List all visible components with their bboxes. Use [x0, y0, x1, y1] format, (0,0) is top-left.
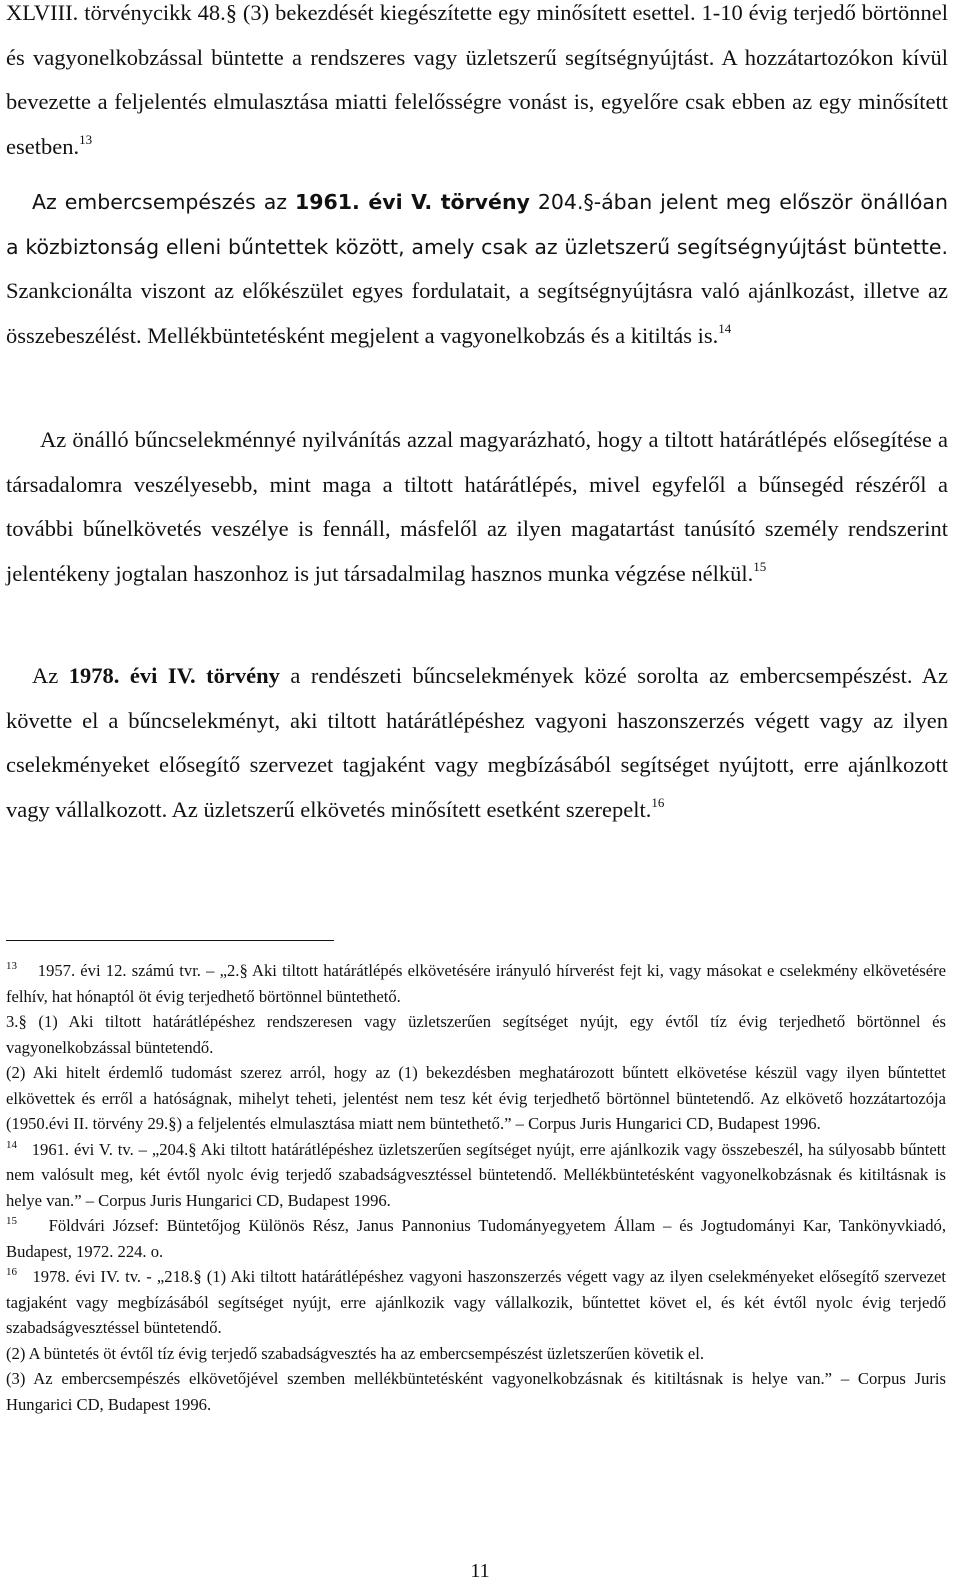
paragraph-3 — [6, 418, 948, 596]
footnote-13-para-3 — [6, 1060, 946, 1137]
footnote-16-number: 16 — [6, 1266, 17, 1278]
footnote-16 — [6, 1264, 946, 1341]
paragraph-2-text-b: Szankcionálta viszont az előkészület egyes fordulatait, a segítségnyújtásra való ajánlkozást, illetve az összebeszélést. Mellékbüntetésként megjelent a vagyonelkobzás és a kitiltás is. — [6, 278, 948, 348]
footnote-15-text: Földvári József: Büntetőjog Különös Rész, Janus Pannonius Tudományegyetem Állam – és Jogtudományi Kar, Tankönyvkiadó, Budapest, 1972. 224. o. — [6, 1216, 947, 1261]
paragraph-4-text: a rendészeti bűncselekmények közé sorolta az embercsempészést. Az követte el a bűncselekményt, aki tiltott határátlépéshez vagyoni haszonszerzés végett vagy az ilyen cselekményeket elősegítő szervezet tagjaként vagy megbízásából segítséget nyújtott, erre ajánlkozott vagy vállalkozott. Az üzletszerű elkövetés minősített esetként szerepelt. — [6, 663, 948, 822]
paragraph-4-start: Az — [32, 663, 69, 688]
paragraph-4 — [6, 654, 948, 832]
footnote-16-line-1: 1978. évi IV. tv. - „218.§ (1) Aki tiltott határátlépéshez vagyoni haszonszerzés végett vagy az ilyen cselekményeket elősegítő szervezet tagjaként vagy megbízásából segítséget nyújt, erre ajánlkozik vagy vállalkozik, bűntettet követ el, és két évtől nyolc évig terjedő szabadságvesztéssel büntetendő. — [6, 1267, 946, 1337]
footnote-ref-16[interactable]: 16 — [651, 794, 665, 810]
footnote-ref-15[interactable]: 15 — [753, 558, 767, 574]
footnotes — [6, 958, 946, 1417]
paragraph-2-start: Az embercsempészés az — [32, 190, 295, 214]
footnote-13-line-1: 1957. évi 12. számú tvr. – „2.§ Aki tiltott határátlépés elkövetésére irányuló hírverést fejt ki, vagy másokat e cselekmény elkövetésére felhív, hat hónaptól öt évig terjedhető börtönnel büntethető. — [6, 961, 947, 1006]
footnote-16-para-2 — [6, 1341, 946, 1367]
footnote-15-number: 15 — [6, 1215, 17, 1227]
paragraph-4-law-reference: 1978. évi IV. törvény — [68, 663, 280, 688]
paragraph-1-text: XLVIII. törvénycikk 48.§ (3) bekezdését kiegészítette egy minősített esettel. 1-10 évig terjedő börtönnel és vagyonelkobzással büntette a rendszeres vagy üzletszerű segítségnyújtást. A hozzátartozókon kívül bevezette a feljelentés elmulasztása miatti felelősségre vonást is, egyelőre csak ebben az egy minősített esetben. — [6, 0, 948, 159]
footnote-14-number: 14 — [6, 1138, 17, 1151]
footnote-separator — [6, 940, 334, 941]
footnote-13-number: 13 — [6, 960, 17, 972]
footnote-14 — [6, 1137, 946, 1214]
footnote-13-para-2 — [6, 1009, 946, 1060]
paragraph-3-text: Az önálló bűncselekménnyé nyilvánítás azzal magyarázható, hogy a tiltott határátlépés elősegítése a társadalomra veszélyesebb, mint maga a tiltott határátlépés, mivel egyfelől a bűnsegéd részéről a további bűnelkövetés veszélye is fennáll, másfelől az ilyen magatartást tanúsító személy rendszerint jelentékeny jogtalan haszonhoz is jut társadalmilag hasznos munka végzése nélkül. — [6, 427, 948, 586]
footnote-13 — [6, 958, 946, 1009]
footnote-14-text: 1961. évi V. tv. – „204.§ Aki tiltott határátlépéshez üzletszerűen segítséget nyújt, erre ajánlkozik vagy összebeszél, ha súlyosabb bűntett nem valósult meg, két évtől nyolc évig terjedő szabadságvesztéssel büntetendő. Mellékbüntetésként vagyonelkobzásnak és kitiltásnak is helye van.” – Corpus Juris Hungarici CD, Budapest 1996. — [6, 1139, 946, 1210]
footnote-ref-13[interactable]: 13 — [79, 131, 93, 147]
footnote-ref-14[interactable]: 14 — [718, 320, 732, 336]
paragraph-2 — [6, 180, 948, 358]
paragraph-2-law-reference: 1961. évi V. törvény — [294, 190, 530, 214]
paragraph-2-text-a: §-ában jelent meg először önállóan a közbiztonság elleni bűntettek között, amely csak az üzletszerű segítségnyújtást büntette. — [6, 190, 948, 259]
footnote-16-line-3: (3) Az embercsempészés elkövetőjével szemben mellékbüntetésként vagyonelkobzásnak és kitiltásnak is helye van.” – Corpus Juris Hungarici CD, Budapest 1996. — [6, 1369, 946, 1414]
footnote-15 — [6, 1213, 946, 1264]
footnote-13-line-2: 3.§ (1) Aki tiltott határátlépéshez rendszeresen vagy üzletszerűen segítséget nyújt, egy évtől tíz évig terjedhető börtönnel és vagyonelkobzással büntetendő. — [6, 1012, 946, 1057]
footnote-16-line-2: (2) A büntetés öt évtől tíz évig terjedő szabadságvesztés ha az embercsempészést üzletszerűen követik el. — [6, 1343, 705, 1363]
page-number: 11 — [470, 1560, 490, 1582]
footnote-13-line-3: (2) Aki hitelt érdemlő tudomást szerez arról, hogy az (1) bekezdésben meghatározott bűntett elkövetése készül vagy ilyen bűntettet elkövettek és erről a hatóságnak, mihelyt teheti, jelentést nem tesz két évig terjedhető börtönnel büntetendő. Az elkövető hozzátartozója (1950.évi II. törvény 29.§) a feljelentés elmulasztása miatt nem büntethető.” – Corpus Juris Hungarici CD, Budapest 1996. — [6, 1063, 946, 1133]
footnote-16-para-3 — [6, 1366, 946, 1417]
paragraph-1 — [6, 0, 948, 169]
paragraph-2-section: 204. — [529, 190, 584, 214]
